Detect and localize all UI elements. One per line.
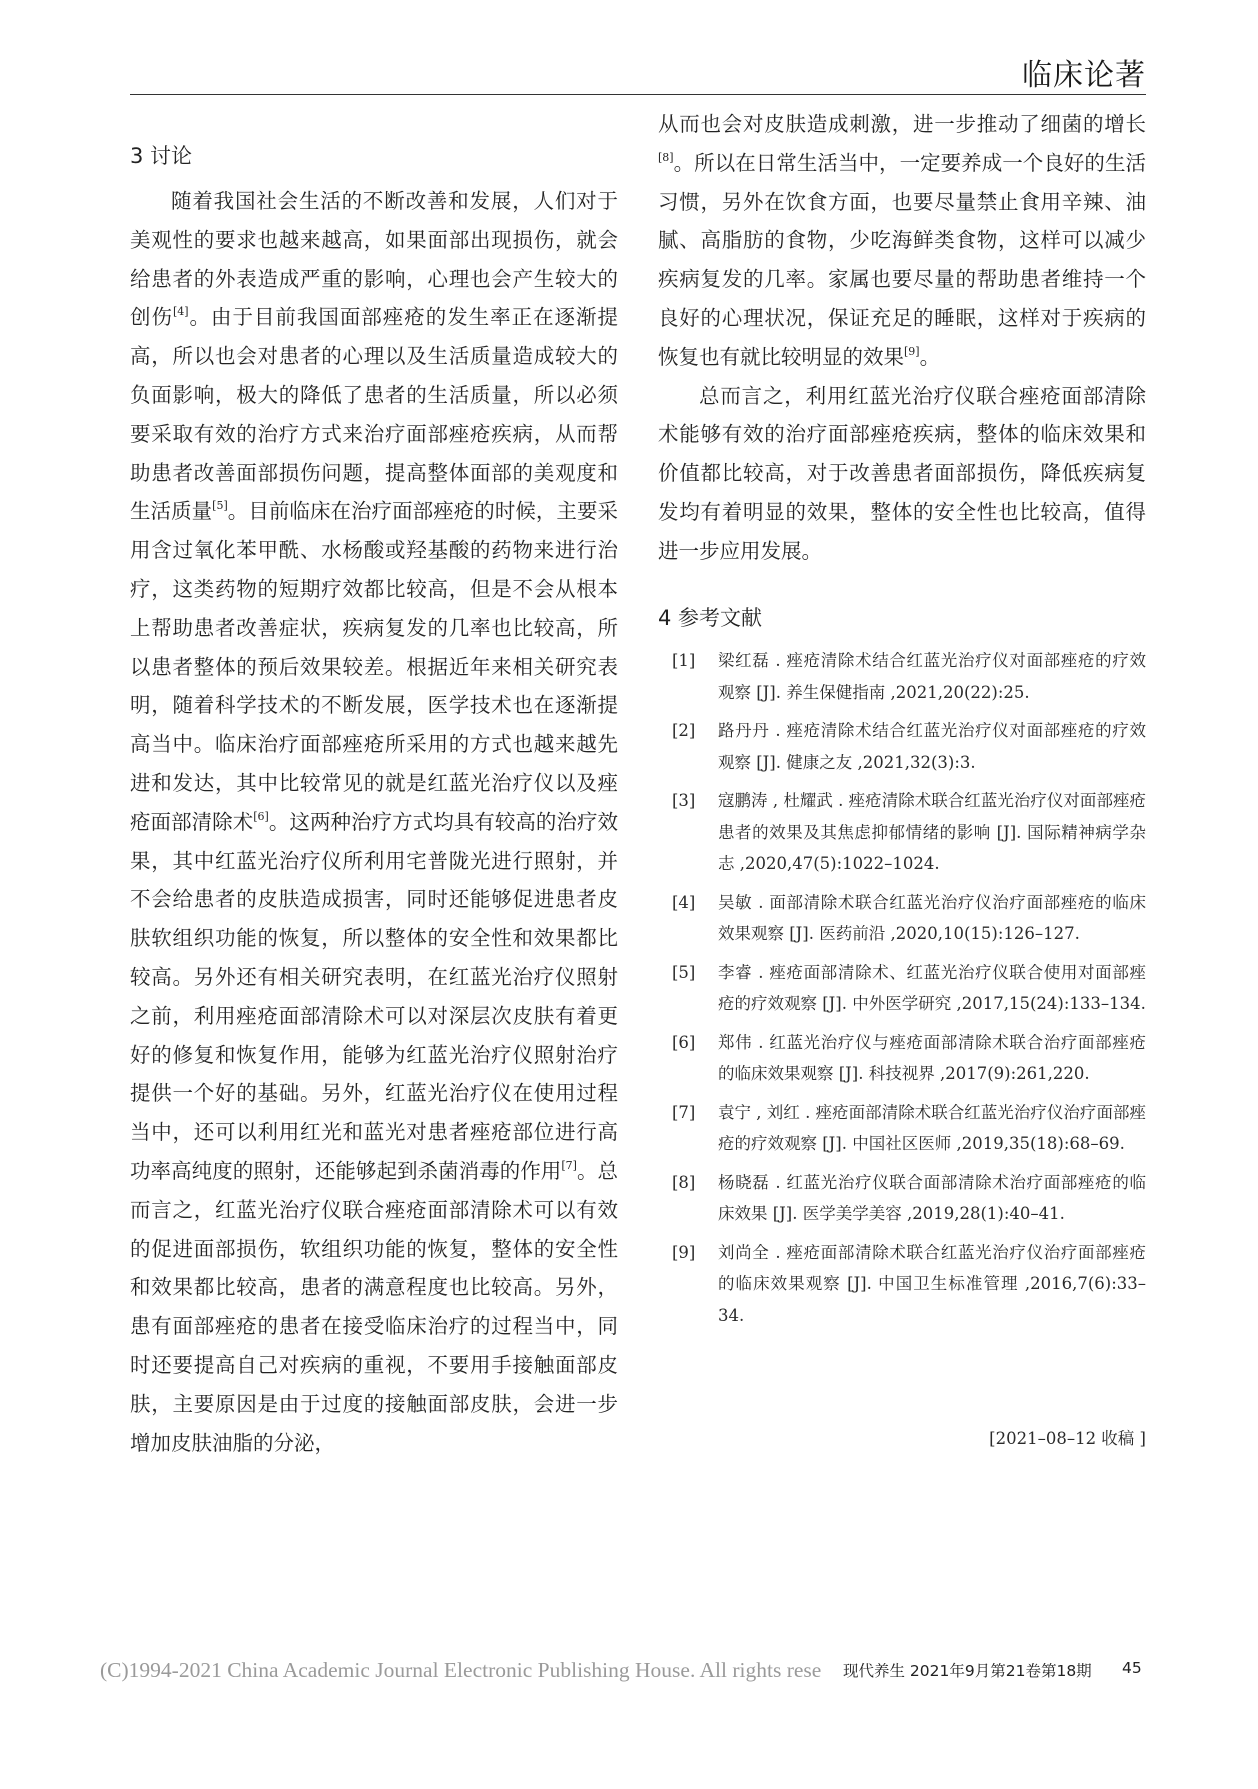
reference-number: [5] — [672, 962, 696, 982]
discussion-paragraph-continued — [658, 105, 1146, 377]
discussion-heading: 3 讨论 — [130, 144, 193, 168]
paragraph-text: 。目前临床在治疗面部痤疮的时候，主要采用含过氧化苯甲酰、水杨酸或羟基酸的药物来进行治疗，这类药物的短期疗效都比较高，但是不会从根本上帮助患者改善症状，疾病复发的几率也比较高，所以患者整体的预后效果较差。根据近年来相关研究表明，随着科学技术的不断发展，医学技术也在逐渐提高当中。临床治疗面部痤疮所采用的方式也越来越先进和发达，其中比较常见的就是红蓝光治疗仪以及痤疮面部清除术 — [130, 499, 619, 834]
citation: [4] — [172, 305, 189, 319]
citation: [8] — [658, 150, 674, 164]
reference-number: [6] — [672, 1032, 696, 1052]
discussion-body — [130, 182, 618, 1462]
reference-number: [7] — [672, 1102, 696, 1122]
reference-item — [672, 1027, 1146, 1090]
reference-item — [672, 1237, 1146, 1332]
reference-text: 梁红磊 . 痤疮清除术结合红蓝光治疗仪对面部痤疮的疗效观察 [J]. 养生保健指南 ,2021,20(22):25. — [718, 651, 1146, 702]
references-heading: 4 参考文献 — [658, 606, 763, 630]
paragraph-text: 随着我国社会生活的不断改善和发展，人们对于美观性的要求也越来越高，如果面部出现损伤，就会给患者的外表造成严重的影响，心理也会产生较大的创伤 — [130, 189, 618, 330]
paragraph-text: 。这两种治疗方式均具有较高的治疗效果，其中红蓝光治疗仪所利用宅普陇光进行照射，并不会给患者的皮肤造成损害，同时还能够促进患者皮肤软组织功能的恢复，所以整体的安全性和效果都比较高。另外还有相关研究表明，在红蓝光治疗仪照射之前，利用痤疮面部清除术可以对深层次皮肤有着更好的修复和恢复作用，能够为红蓝光治疗仪照射治疗提供一个好的基础。另外，红蓝光治疗仪在使用过程当中，还可以利用红光和蓝光对患者痤疮部位进行高功率高纯度的照射，还能够起到杀菌消毒的作用 — [130, 809, 619, 1183]
journal-issue: 现代养生 2021年9月第21卷第18期 — [843, 1662, 1092, 1680]
reference-number: [9] — [672, 1242, 696, 1262]
reference-text: 袁宁 , 刘红 . 痤疮面部清除术联合红蓝光治疗仪治疗面部痤疮的疗效观察 [J]. 中国社区医师 ,2019,35(18):68–69. — [718, 1102, 1146, 1153]
reference-number: [3] — [672, 791, 696, 810]
header-divider — [130, 94, 1146, 95]
paragraph-text: 。 — [919, 344, 941, 369]
paragraph-text: 从而也会对皮肤造成刺激，进一步推动了细菌的增长 — [658, 112, 1146, 136]
reference-text: 刘尚全 . 痤疮面部清除术联合红蓝光治疗仪治疗面部痤疮的临床效果观察 [J]. 中国卫生标准管理 ,2016,7(6):33–34. — [718, 1242, 1146, 1325]
paragraph-text: 。所以在日常生活当中，一定要养成一个良好的生活习惯，另外在饮食方面，也要尽量禁止食用辛辣、油腻、高脂肪的食物，少吃海鲜类食物，这样可以减少疾病复发的几率。家属也要尽量的帮助患者维持一个良好的心理状况，保证充足的睡眠，这样对于疾病的恢复也有就比较明显的效果 — [658, 150, 1146, 369]
reference-item — [672, 715, 1146, 778]
reference-item — [672, 785, 1146, 880]
reference-number: [2] — [672, 721, 696, 740]
discussion-paragraph — [130, 182, 618, 1462]
reference-item — [672, 1167, 1146, 1230]
citation: [9] — [904, 344, 920, 358]
reference-text: 吴敏 . 面部清除术联合红蓝光治疗仪治疗面部痤疮的临床效果观察 [J]. 医药前沿 ,2020,10(15):126–127. — [718, 892, 1146, 943]
copyright-watermark: (C)1994-2021 China Academic Journal Electronic Publishing House. All rights rese — [100, 1658, 822, 1682]
discussion-body-continued — [658, 105, 1146, 571]
reference-text: 寇鹏涛 , 杜耀武 . 痤疮清除术联合红蓝光治疗仪对面部痤疮患者的效果及其焦虑抑郁情绪的影响 [J]. 国际精神病学杂志 ,2020,47(5):1022–1024. — [718, 791, 1146, 873]
paragraph-text: 。由于目前我国面部痤疮的发生率正在逐渐提高，所以也会对患者的心理以及生活质量造成较大的负面影响，极大的降低了患者的生活质量，所以必须要采取有效的治疗方式来治疗面部痤疮疾病，从而帮助患者改善面部损伤问题，提高整体面部的美观度和生活质量 — [130, 305, 619, 524]
reference-item — [672, 1097, 1146, 1160]
citation: [6] — [253, 809, 269, 823]
citation: [7] — [561, 1158, 577, 1172]
reference-text: 郑伟 . 红蓝光治疗仪与痤疮面部清除术联合治疗面部痤疮的临床效果观察 [J]. 科技视界 ,2017(9):261,220. — [718, 1032, 1146, 1083]
conclusion-paragraph: 总而言之，利用红蓝光治疗仪联合痤疮面部清除术能够有效的治疗面部痤疮疾病，整体的临床效果和价值都比较高，对于改善患者面部损伤，降低疾病复发均有着明显的效果，整体的安全性也比较高，值得进一步应用发展。 — [658, 383, 1146, 563]
reference-item — [672, 645, 1146, 708]
reference-text: 李睿 . 痤疮面部清除术、红蓝光治疗仪联合使用对面部痤疮的疗效观察 [J]. 中外医学研究 ,2017,15(24):133–134. — [718, 962, 1146, 1013]
reference-text: 杨晓磊 . 红蓝光治疗仪联合面部清除术治疗面部痤疮的临床效果 [J]. 医学美学美容 ,2019,28(1):40–41. — [718, 1172, 1146, 1223]
reference-number: [4] — [672, 892, 696, 912]
reference-number: [1] — [672, 651, 696, 670]
received-date: [2021–08–12 收稿 ] — [989, 1429, 1146, 1448]
citation: [5] — [212, 499, 228, 513]
reference-number: [8] — [672, 1172, 696, 1192]
reference-text: 路丹丹 . 痤疮清除术结合红蓝光治疗仪对面部痤疮的疗效观察 [J]. 健康之友 ,2021,32(3):3. — [718, 721, 1146, 772]
page-number: 45 — [1122, 1659, 1142, 1677]
reference-item — [672, 957, 1146, 1020]
reference-item — [672, 887, 1146, 950]
paragraph-text: 。总而言之，红蓝光治疗仪联合痤疮面部清除术可以有效的促进面部损伤，软组织功能的恢复，整体的安全性和效果都比较高，患者的满意程度也比较高。另外，患有面部痤疮的患者在接受临床治疗的过程当中，同时还要提高自己对疾病的重视，不要用手接触面部皮肤，主要原因是由于过度的接触面部皮肤，会进一步增加皮肤油脂的分泌， — [130, 1158, 619, 1455]
section-title: 临床论著 — [1022, 58, 1146, 93]
reference-list — [672, 645, 1146, 1338]
